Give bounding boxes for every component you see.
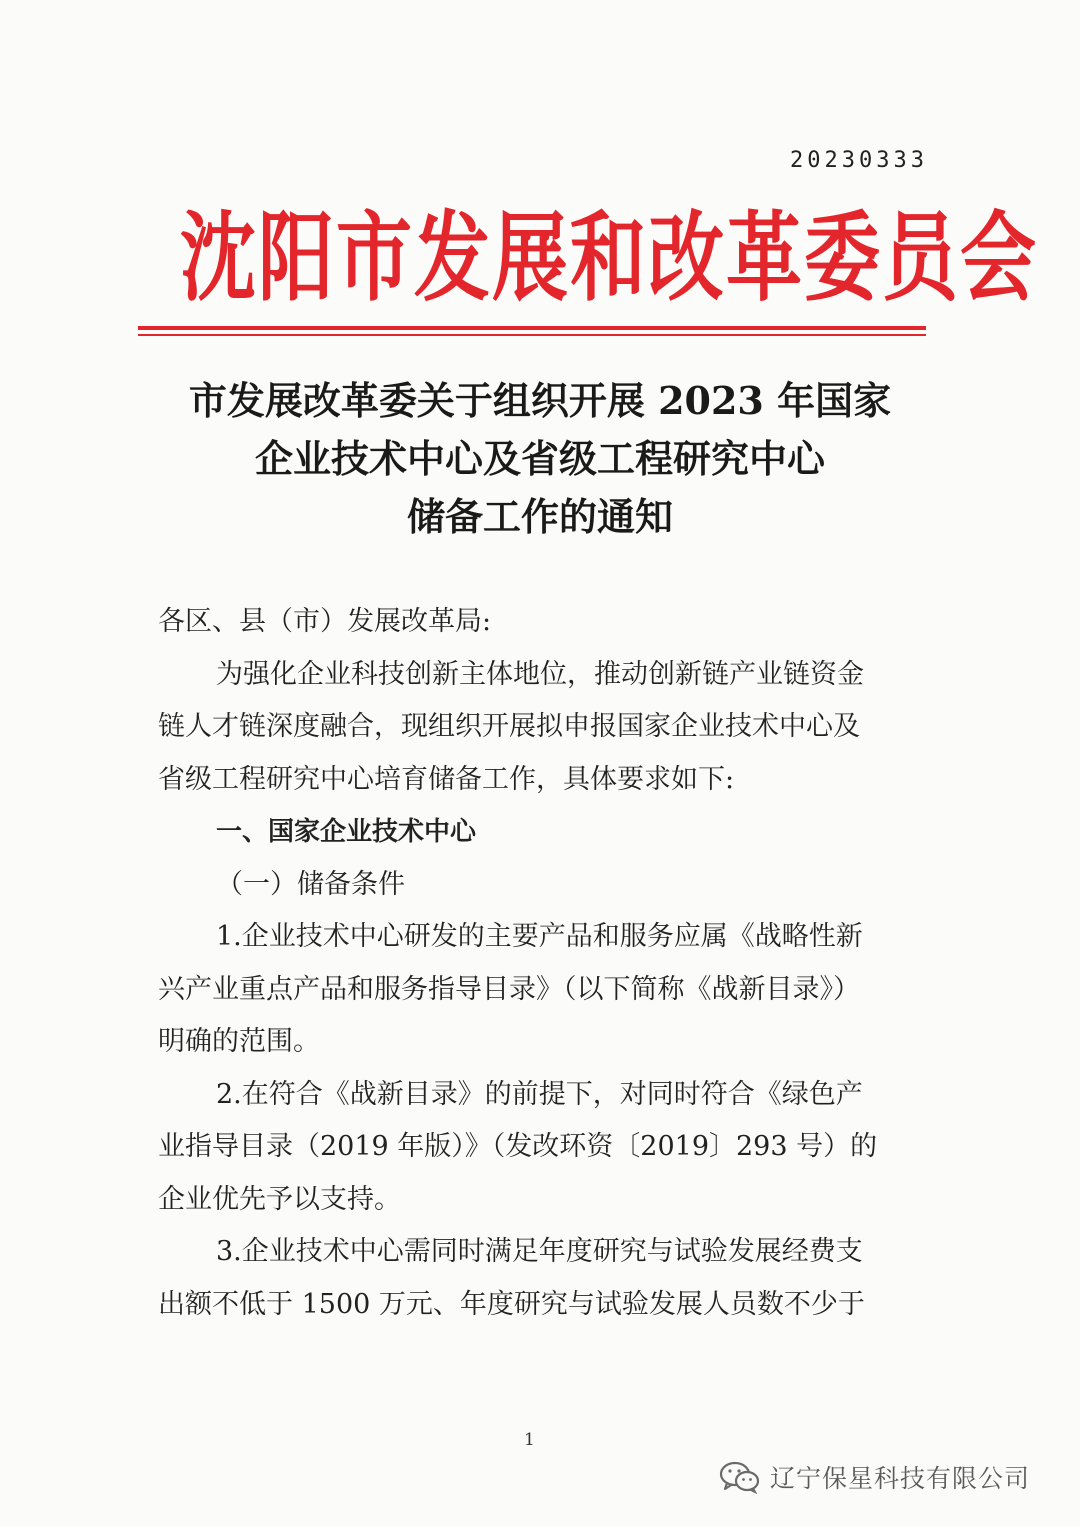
red-divider-thick (138, 326, 926, 330)
paragraph-line: 链人才链深度融合，现组织开展拟申报国家企业技术中心及 (158, 711, 860, 742)
page-number: 1 (524, 1430, 535, 1450)
watermark-text: 辽宁保星科技有限公司 (770, 1464, 1031, 1493)
red-divider-thin (138, 334, 926, 336)
paragraph-line: 2.在符合《战新目录》的前提下，对同时符合《绿色产 (216, 1078, 863, 1110)
paragraph-line: 企业优先予以支持。 (158, 1183, 401, 1215)
paragraph-line: 省级工程研究中心培育储备工作，具体要求如下: (158, 763, 735, 795)
notice-body (158, 596, 918, 1331)
title-line: 储备工作的通知 (406, 494, 673, 539)
paragraph-line: 出额不低于 1500 万元、年度研究与试验发展人员数不少于 (158, 1288, 865, 1320)
notice-title (140, 372, 940, 546)
issuer-header: 沈阳市发展和改革委员会 (180, 200, 1038, 315)
watermark (718, 1459, 1030, 1495)
paragraph-line: 为强化企业科技创新主体地位，推动创新链产业链资金 (216, 658, 864, 690)
paragraph-line: 3.企业技术中心需同时满足年度研究与试验发展经费支 (216, 1236, 863, 1267)
paragraph-line: 兴产业重点产品和服务指导目录》（以下简称《战新目录》） (158, 973, 860, 1005)
section-heading: 一、国家企业技术中心 (216, 817, 477, 847)
title-line: 市发展改革委关于组织开展 2023 年国家 (188, 378, 892, 423)
document-number: 20230333 (790, 148, 928, 173)
subsection-heading: （一）储备条件 (216, 868, 405, 900)
wechat-icon (718, 1460, 762, 1494)
paragraph-line: 1.企业技术中心研发的主要产品和服务应属《战略性新 (216, 921, 863, 952)
paragraph-line: 业指导目录（2019 年版）》（发改环资〔2019〕293 号）的 (158, 1131, 878, 1162)
title-line: 企业技术中心及省级工程研究中心 (254, 436, 825, 481)
paragraph-line: 明确的范围。 (158, 1026, 320, 1057)
salutation: 各区、县（市）发展改革局: (158, 606, 492, 637)
